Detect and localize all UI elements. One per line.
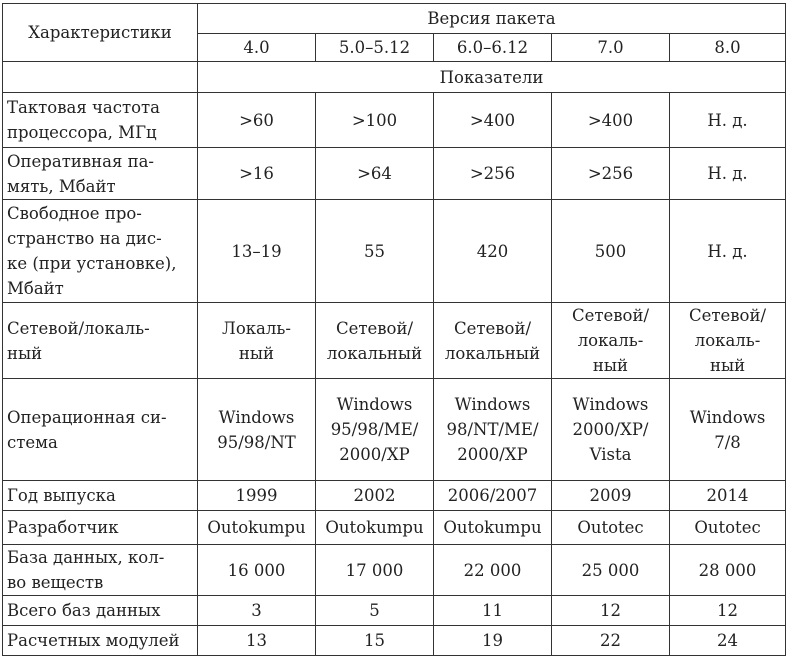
value-cell: 13–19: [198, 200, 316, 303]
value-cell: Windows 2000/XP/ Vista: [552, 379, 670, 481]
version-header-cell: 5.0–5.12: [316, 34, 434, 62]
value-cell: Windows 95/98/NT: [198, 379, 316, 481]
value-cell: 5: [316, 596, 434, 626]
value-cell: 25 000: [552, 545, 670, 596]
value-cell: 2002: [316, 481, 434, 511]
value-cell: Windows 7/8: [670, 379, 786, 481]
row-label: Сетевой/локаль- ный: [3, 303, 198, 379]
value-cell: Windows 98/NT/ME/ 2000/XP: [434, 379, 552, 481]
row-label: Тактовая частота процессора, МГц: [3, 93, 198, 148]
table-row: [3, 626, 786, 656]
package-version-header: Версия пакета: [198, 4, 786, 34]
value-cell: Н. д.: [670, 200, 786, 303]
version-header-cell: 6.0–6.12: [434, 34, 552, 62]
row-label: Всего баз данных: [3, 596, 198, 626]
value-cell: Outokumpu: [198, 511, 316, 545]
value-cell: Сетевой/ локаль- ный: [552, 303, 670, 379]
table-row: [3, 379, 786, 481]
value-cell: Сетевой/ локаль- ный: [670, 303, 786, 379]
value-cell: Н. д.: [670, 148, 786, 200]
row-label: Операционная си- стема: [3, 379, 198, 481]
value-cell: Сетевой/ локальный: [316, 303, 434, 379]
table-row: [3, 596, 786, 626]
row-label: Расчетных модулей: [3, 626, 198, 656]
value-cell: Локаль- ный: [198, 303, 316, 379]
value-cell: Outokumpu: [434, 511, 552, 545]
indicators-header: Показатели: [198, 62, 786, 93]
empty-header-cell: [3, 62, 198, 93]
table-row: [3, 148, 786, 200]
value-cell: 16 000: [198, 545, 316, 596]
value-cell: 2006/2007: [434, 481, 552, 511]
row-label: Разработчик: [3, 511, 198, 545]
characteristics-header: Характеристики: [3, 4, 198, 62]
value-cell: 420: [434, 200, 552, 303]
value-cell: Outotec: [670, 511, 786, 545]
table-row: [3, 93, 786, 148]
value-cell: 28 000: [670, 545, 786, 596]
row-label: Год выпуска: [3, 481, 198, 511]
version-header-cell: 4.0: [198, 34, 316, 62]
value-cell: Windows 95/98/ME/ 2000/XP: [316, 379, 434, 481]
header-row-indicators: [3, 62, 786, 93]
value-cell: 15: [316, 626, 434, 656]
version-header-cell: 8.0: [670, 34, 786, 62]
value-cell: Сетевой/ локальный: [434, 303, 552, 379]
value-cell: 500: [552, 200, 670, 303]
value-cell: >256: [552, 148, 670, 200]
table-row: [3, 545, 786, 596]
value-cell: 17 000: [316, 545, 434, 596]
value-cell: Outotec: [552, 511, 670, 545]
value-cell: >256: [434, 148, 552, 200]
value-cell: 11: [434, 596, 552, 626]
value-cell: >64: [316, 148, 434, 200]
value-cell: 13: [198, 626, 316, 656]
row-label: Оперативная па- мять, Мбайт: [3, 148, 198, 200]
row-label: База данных, кол- во веществ: [3, 545, 198, 596]
table-row: [3, 303, 786, 379]
value-cell: 12: [552, 596, 670, 626]
table-row: [3, 200, 786, 303]
value-cell: 55: [316, 200, 434, 303]
value-cell: 1999: [198, 481, 316, 511]
table-row: [3, 481, 786, 511]
value-cell: 3: [198, 596, 316, 626]
row-label: Свободное про- странство на дис- ке (при установке), Мбайт: [3, 200, 198, 303]
value-cell: 22: [552, 626, 670, 656]
value-cell: >16: [198, 148, 316, 200]
value-cell: 2014: [670, 481, 786, 511]
value-cell: 24: [670, 626, 786, 656]
value-cell: Outokumpu: [316, 511, 434, 545]
value-cell: 12: [670, 596, 786, 626]
value-cell: >100: [316, 93, 434, 148]
value-cell: 2009: [552, 481, 670, 511]
version-header-cell: 7.0: [552, 34, 670, 62]
value-cell: >400: [552, 93, 670, 148]
table-row: [3, 511, 786, 545]
value-cell: 22 000: [434, 545, 552, 596]
value-cell: >400: [434, 93, 552, 148]
comparison-table: [2, 3, 786, 656]
value-cell: Н. д.: [670, 93, 786, 148]
value-cell: >60: [198, 93, 316, 148]
table-body: [3, 4, 786, 656]
value-cell: 19: [434, 626, 552, 656]
header-row-version: [3, 4, 786, 34]
